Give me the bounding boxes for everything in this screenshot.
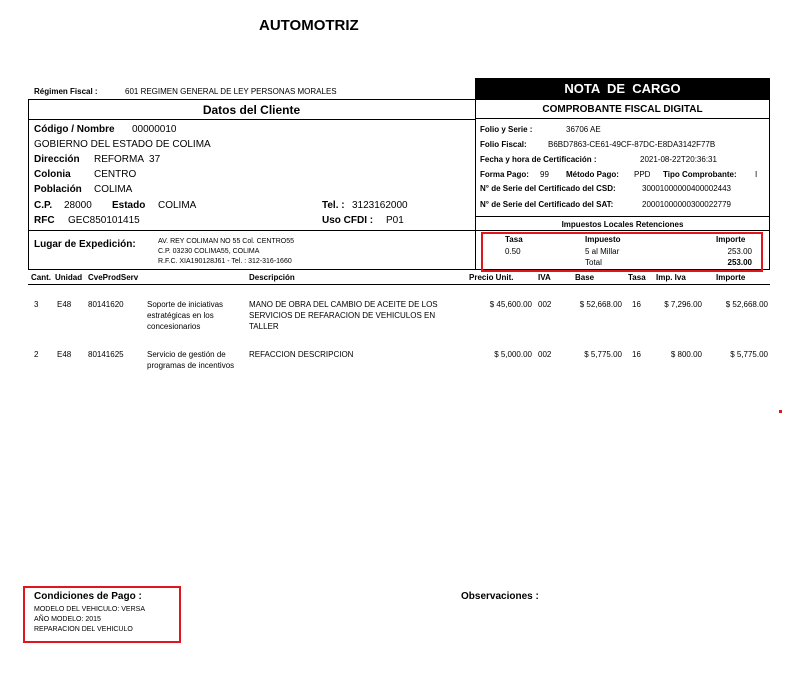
row-descripcion: MANO DE OBRA DEL CAMBIO DE ACEITE DE LOS SERVICIOS DE REFARACION DE VEHICULOS EN TALLER: [249, 300, 438, 331]
row-base: $ 52,668.00: [579, 300, 622, 309]
poblacion-label: Población: [34, 184, 82, 195]
folio-fiscal-value: B6BD7863-CE61-49CF-87DC-E8DA3142F77B: [548, 140, 716, 149]
csd-label: N° de Serie del Certificado del CSD:: [480, 184, 616, 193]
condiciones-highlight: [23, 586, 181, 643]
header-base: Base: [575, 273, 595, 282]
row-cve-desc: Servicio de gestión de programas de incentivos: [147, 350, 235, 370]
row-descripcion: REFACCION DESCRIPCION: [249, 350, 354, 359]
row-cve-desc: Soporte de iniciativas estratégicas en los concesionarios: [147, 300, 224, 331]
impuestos-tasa: 0.50: [505, 247, 521, 256]
company-title: AUTOMOTRIZ: [259, 17, 359, 34]
row-cant: 2: [34, 350, 39, 359]
expedicion-line2: C.P. 03230 COLIMA55, COLIMA: [158, 248, 260, 255]
header-unidad: Unidad: [55, 273, 83, 282]
row-importe: $ 52,668.00: [725, 300, 768, 309]
folio-fiscal-label: Folio Fiscal:: [480, 140, 527, 149]
condiciones-line2: AÑO MODELO: 2015: [34, 616, 101, 623]
row-imp-iva: $ 7,296.00: [664, 300, 702, 309]
cp-value: 28000: [64, 200, 92, 211]
forma-pago-label: Forma Pago:: [480, 170, 529, 179]
impuestos-header-impuesto: Impuesto: [585, 235, 621, 244]
condiciones-title: Condiciones de Pago :: [34, 591, 142, 602]
header-imp-iva: Imp. Iva: [656, 273, 686, 282]
colonia-value: CENTRO: [94, 169, 137, 180]
header-precio: Precio Unit.: [469, 273, 514, 282]
row-cve: 80141620: [88, 300, 124, 309]
row-imp-iva: $ 800.00: [670, 350, 702, 359]
expedicion-line3: R.F.C. XIA190128J61 - Tel. : 312-316-1660: [158, 258, 292, 265]
impuestos-importe: 253.00: [727, 247, 752, 256]
tel-label: Tel. :: [322, 200, 345, 211]
header-cant: Cant.: [31, 273, 51, 282]
uso-cfdi-label: Uso CFDI :: [322, 215, 374, 226]
header-cve: CveProdServ: [88, 273, 139, 282]
header-tasa: Tasa: [628, 273, 646, 282]
expedicion-label: Lugar de Expedición:: [34, 239, 136, 250]
rfc-label: RFC: [34, 215, 55, 226]
fecha-value: 2021-08-22T20:36:31: [640, 155, 717, 164]
fecha-label: Fecha y hora de Certificación :: [480, 155, 597, 164]
client-name: GOBIERNO DEL ESTADO DE COLIMA: [34, 139, 211, 150]
observaciones-label: Observaciones :: [461, 591, 539, 602]
rfc-value: GEC850101415: [68, 215, 140, 226]
tel-value: 3123162000: [352, 200, 408, 211]
estado-value: COLIMA: [158, 200, 197, 211]
direccion-label: Dirección: [34, 154, 80, 165]
header-iva: IVA: [538, 273, 551, 282]
regimen-label: Régimen Fiscal :: [34, 87, 98, 96]
row-base: $ 5,775.00: [584, 350, 622, 359]
metodo-pago-value: PPD: [634, 170, 651, 179]
condiciones-line3: REPARACION DEL VEHICULO: [34, 626, 133, 633]
client-section-title: Datos del Cliente: [202, 103, 301, 117]
impuestos-impuesto: 5 al Millar: [585, 247, 620, 256]
impuestos-header-importe: Importe: [716, 235, 746, 244]
row-tasa: 16: [632, 350, 641, 359]
direccion-value: REFORMA 37: [94, 154, 161, 165]
row-iva: 002: [538, 300, 552, 309]
row-unidad: E48: [57, 300, 72, 309]
forma-pago-value: 99: [540, 170, 549, 179]
sat-label: N° de Serie del Certificado del SAT:: [480, 200, 614, 209]
impuestos-title: Impuestos Locales Retenciones: [561, 220, 684, 229]
poblacion-value: COLIMA: [94, 184, 133, 195]
impuestos-highlight: [481, 232, 763, 272]
row-importe: $ 5,775.00: [730, 350, 768, 359]
codigo-label: Código / Nombre: [34, 124, 115, 135]
tipo-comprobante-value: I: [755, 170, 758, 179]
folio-serie-label: Folio y Serie :: [480, 125, 533, 134]
uso-cfdi-value: P01: [386, 215, 404, 226]
row-precio: $ 45,600.00: [489, 300, 532, 309]
header-descripcion: Descripción: [249, 273, 295, 282]
row-precio: $ 5,000.00: [494, 350, 532, 359]
condiciones-line1: MODELO DEL VEHICULO: VERSA: [34, 606, 145, 613]
tipo-comprobante-label: Tipo Comprobante:: [663, 170, 737, 179]
impuestos-header-tasa: Tasa: [505, 235, 523, 244]
row-tasa: 16: [632, 300, 641, 309]
header-importe: Importe: [716, 273, 746, 282]
doc-type-title: NOTA DE CARGO: [564, 81, 681, 96]
estado-label: Estado: [112, 200, 146, 211]
sat-value: 20001000000300022779: [642, 200, 731, 209]
folio-serie-value: 36706 AE: [566, 125, 601, 134]
red-mark: [779, 410, 782, 413]
impuestos-total-value: 253.00: [727, 258, 752, 267]
colonia-label: Colonia: [34, 169, 71, 180]
row-unidad: E48: [57, 350, 72, 359]
codigo-value: 00000010: [132, 124, 177, 135]
metodo-pago-label: Método Pago:: [566, 170, 619, 179]
row-cant: 3: [34, 300, 39, 309]
row-cve: 80141625: [88, 350, 124, 359]
regimen-value: 601 REGIMEN GENERAL DE LEY PERSONAS MORALES: [125, 87, 337, 96]
impuestos-total-label: Total: [585, 258, 602, 267]
row-iva: 002: [538, 350, 552, 359]
cfd-title: COMPROBANTE FISCAL DIGITAL: [542, 104, 703, 115]
expedicion-line1: AV. REY COLIMAN NO 55 Col. CENTRO55: [158, 238, 295, 245]
cp-label: C.P.: [34, 200, 53, 211]
csd-value: 30001000000400002443: [642, 184, 731, 193]
